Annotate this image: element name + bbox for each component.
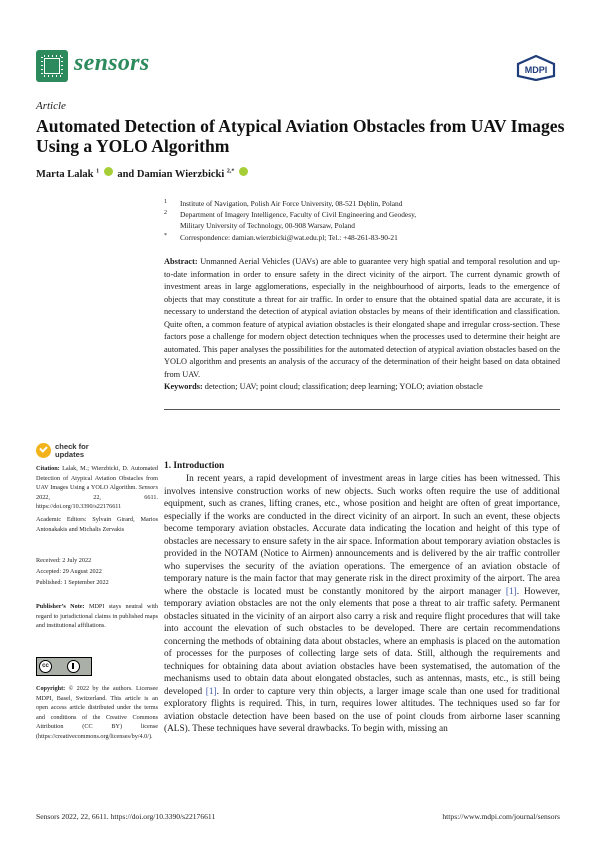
paper-title: Automated Detection of Atypical Aviation Obstacles from UAV Images Using a YOLO Algorithm (36, 116, 565, 156)
keywords-label: Keywords: (164, 382, 203, 391)
abstract (164, 256, 560, 381)
article-type: Article (36, 100, 66, 112)
author-affil-sup: 1 (96, 168, 100, 175)
journal-name: sensors (74, 50, 150, 76)
author-name[interactable]: Damian Wierzbicki (136, 169, 225, 180)
divider (164, 409, 560, 410)
affiliation-number: 1 (164, 199, 167, 205)
footer-citation: Sensors 2022, 22, 6611. https://doi.org/10.3390/s22176611 (36, 812, 216, 821)
affiliation-text: Institute of Navigation, Polish Air Force University, 08-521 Dęblin, Poland (180, 199, 403, 208)
check-updates-label: check for updates (55, 442, 89, 459)
copyright-text: © 2022 by the authors. Licensee MDPI, Basel, Switzerland. This article is an open access article distributed under the terms and conditions of the Creative Commons Attribution (CC BY) license (https://creativecommons.org/licenses/by/4.0/). (36, 685, 158, 740)
abstract-text: Unmanned Aerial Vehicles (UAVs) are able to guarantee very high spatial and temporal resolution and up-to-date information in order to ensure safety in the direct vicinity of the airport. The current dynamic growth of investment areas in large agglomerations, especially in the neighbourhood of airports, leads to the emergence of objects that may constitute a threat for air traffic. In order to ensure that the obtained spatial data are accurate, it is necessary to understand the detection of atypical aviation obstacles by means of their identification and classification. Quite often, a common feature of atypical aviation obstacles is their elongated shape and irregular cross-section. These factors pose a challenge for modern object detection techniques when the processes used to determine their height are automated. This paper analyses the possibilities for the automated detection of atypical aviation obstacles based on the YOLO algorithm and presents an analysis of the accuracy of the determination of their height based on data obtained from UAV. (164, 257, 560, 379)
attribution-icon (67, 660, 80, 673)
publisher-note-label: Publisher’s Note: (36, 603, 85, 610)
citation-link[interactable]: [1] (205, 686, 217, 697)
author-list (36, 167, 250, 180)
author-affil-sup: 2,* (226, 168, 235, 175)
published-date: Published: 1 September 2022 (36, 579, 109, 586)
orcid-icon[interactable] (239, 167, 248, 176)
section-heading: 1. Introduction (164, 461, 225, 471)
affiliation-text: Military University of Technology, 00-908 Warsaw, Poland (180, 221, 356, 230)
paragraph-text: . However, temporary aviation obstacles are not the only elements that pose a threat to air traffic safety. Permanent obstacles situated in the vicinity of an airport also carry a risk and require flight procedures that will take into account the elevation of such obstacles to be developed. There are certain recommendations concerning the methods of obtaining data about obstacles, where an emphasis is placed on the automation of processes for the purposes of collecting large sets of data. Still, although the requirements and techniques for obtaining data about aviation obstacles have been systematised, the automation of the mechanisms used to obtain data about elongated obstacles, such as antennas, masts, etc., is still being developed (164, 586, 560, 697)
abstract-label: Abstract: (164, 257, 198, 266)
page-footer (36, 812, 560, 821)
citation-link[interactable]: [1] (505, 586, 517, 597)
journal-logo-icon (36, 50, 68, 82)
orcid-icon[interactable] (104, 167, 113, 176)
affiliation-text: Correspondence: damian.wierzbicki@wat.edu.pl; Tel.: +48-261-83-90-21 (180, 233, 398, 242)
affiliation-text: Department of Imagery Intelligence, Faculty of Civil Engineering and Geodesy, (180, 210, 417, 219)
affiliation-number: 2 (164, 210, 167, 216)
cc-icon: cc (39, 660, 52, 673)
citation-doi[interactable]: 2022, 22, 6611. https://doi.org/10.3390/s22176611 (36, 493, 158, 510)
publisher-note (36, 602, 158, 631)
keywords (164, 381, 560, 393)
citation (36, 464, 158, 512)
footer-journal-url[interactable]: https://www.mdpi.com/journal/sensors (442, 812, 560, 821)
copyright (36, 684, 158, 741)
accepted-date: Accepted: 29 August 2022 (36, 568, 102, 575)
paragraph-text: . In order to capture very thin objects, a larger image scale than one used for traditional exploratory flights is required. This, in turn, requires lower altitudes. The techniques used so far for aviation obstacle detection have been based on the use of point clouds from airborne laser scanning (ALS). These techniques have several drawbacks. To begin with, missing an (164, 686, 560, 734)
publisher-note-text: MDPI stays neutral with regard to jurisdictional claims in published maps and institutional affiliations. (36, 603, 159, 629)
author-joiner: and (117, 169, 135, 180)
paragraph-text: In recent years, a rapid development of investment areas in large cities has been witnessed. This involves intensive construction works of new objects. Such works often require the use of additional equipment, such as cranes, lifting cranes, etc., whose position and height are often of great importance, especially if the works are conducted in the direct vicinity of an airport. In such an event, these objects become temporary aviation obstacles. Accurate data indicating the location and height of this type of obstacles are necessary to ensure safety in the air space. Information about temporary aviation obstacles is provided in the NOTAM (Notice to Airmen) announcements and is delivered by the air traffic controller who supervises the security of the aviation operations. The emergence of an aviation obstacle of temporary nature is the main factor that may generate risk in the direct proximity of the airport. The area where the obstacle is located must be constantly monitored by the airport manager (164, 474, 560, 597)
mdpi-logo-icon (516, 55, 556, 81)
author-name[interactable]: Marta Lalak (36, 169, 94, 180)
cc-by-license-icon[interactable] (36, 657, 92, 676)
copyright-label: Copyright: (36, 685, 66, 692)
citation-label: Citation: (36, 465, 60, 472)
keywords-text: detection; UAV; point cloud; classification; deep learning; YOLO; aviation obstacle (204, 382, 483, 391)
body-paragraph (164, 473, 560, 736)
academic-editors: Academic Editors: Sylvain Girard, Marios Antonakakis and Michalis Zervakis (36, 516, 158, 533)
check-for-updates-button[interactable] (36, 441, 92, 461)
check-icon (36, 443, 51, 458)
received-date: Received: 2 July 2022 (36, 557, 92, 564)
citation-text: Lalak, M.; Wierzbicki, D. Automated Detection of Atypical Aviation Obstacles from UAV Images Using a YOLO Algorithm. (36, 465, 158, 491)
citation-journal: Sensors (138, 484, 158, 491)
affiliation-number: * (164, 233, 167, 239)
mdpi-logo-text: MDPI (524, 65, 548, 75)
